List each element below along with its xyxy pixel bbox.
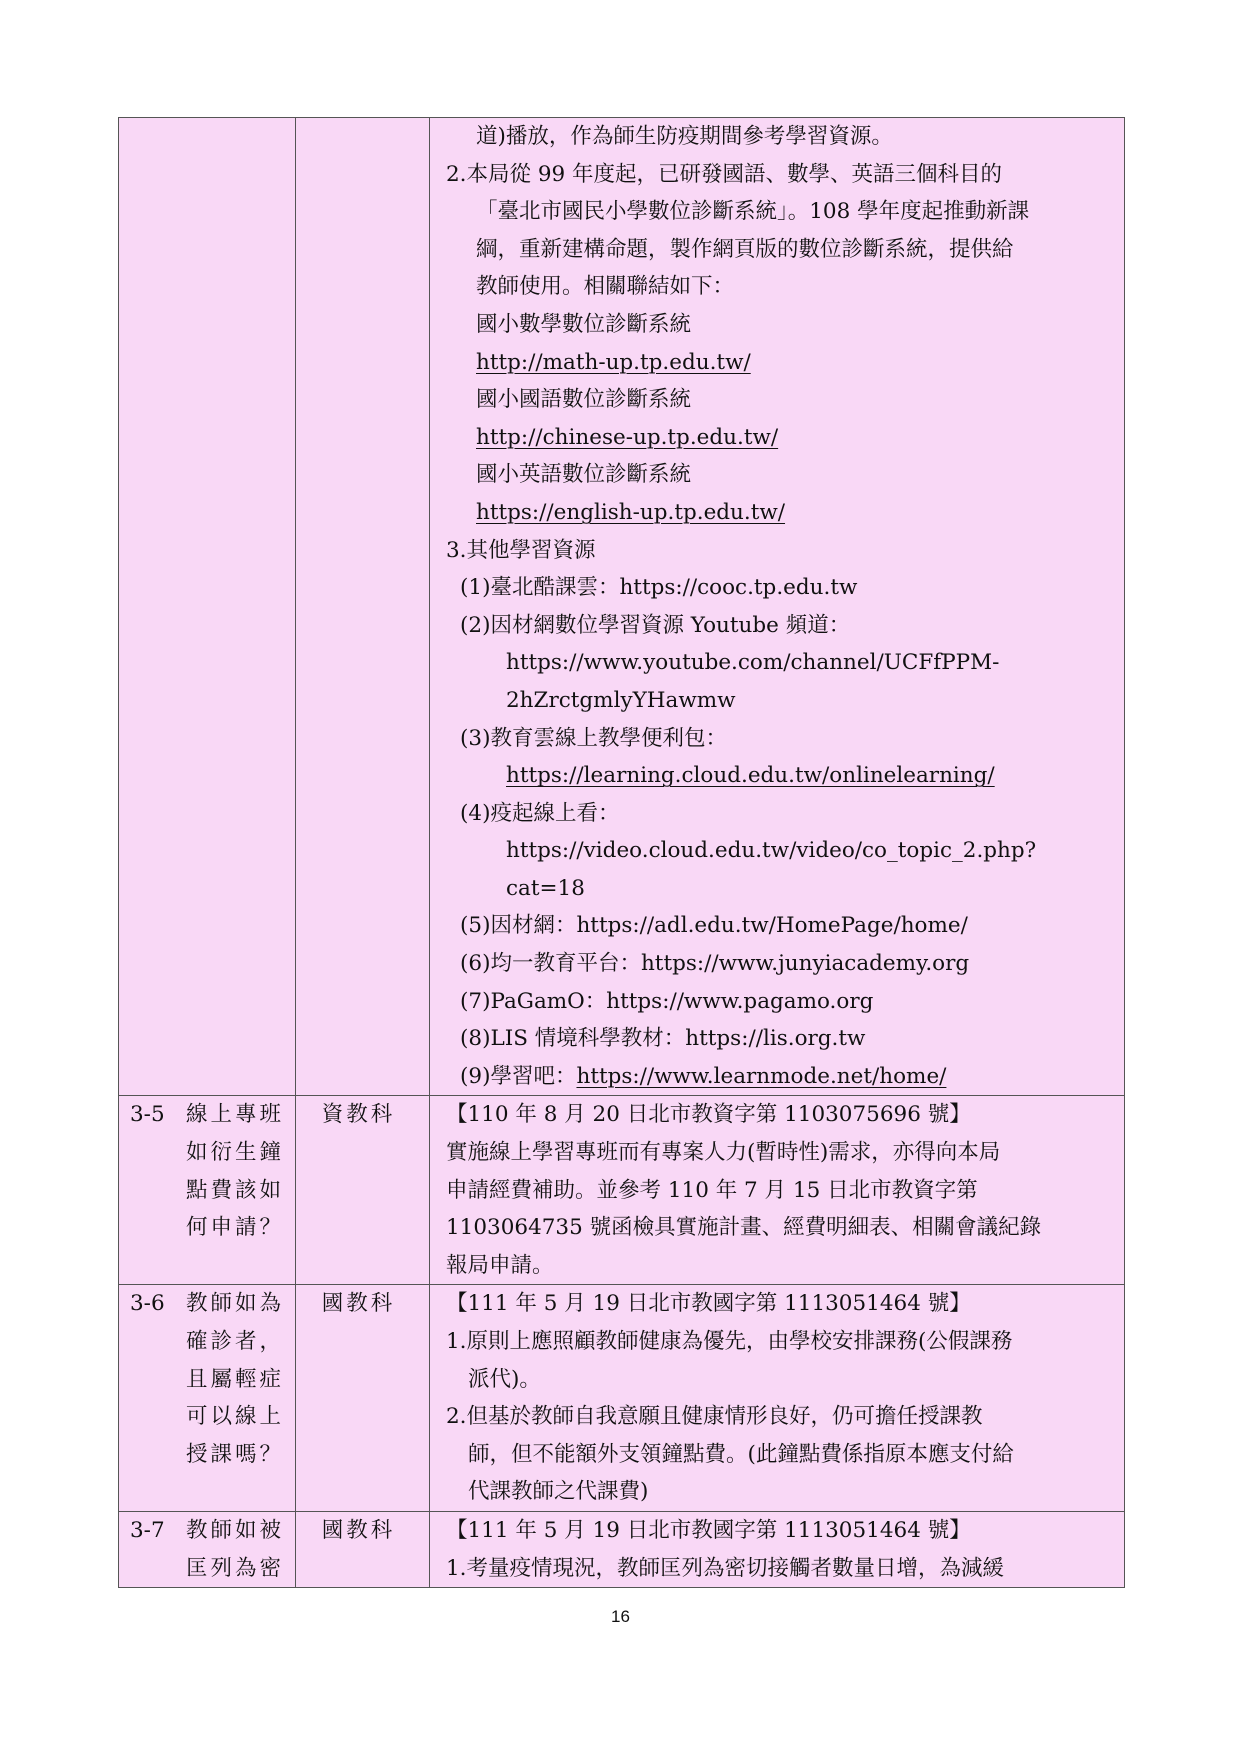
line-text: (3)教育雲線上教學便利包： [460, 725, 727, 751]
answer-line [430, 945, 1124, 983]
table-row-3-6 [119, 1285, 1125, 1512]
answer-line: 申請經費補助。並參考 110 年 7 月 15 日北市教資字第 [446, 1177, 978, 1203]
question-cell [119, 118, 296, 1096]
department-name: 資教科 [321, 1102, 396, 1128]
answer-line [430, 118, 1124, 156]
question-line: 點費該如 [186, 1177, 285, 1203]
answer-line [430, 1058, 1124, 1096]
answer-line: 師，但不能額外支領鐘點費。(此鐘點費係指原本應支付給 [468, 1441, 1014, 1467]
answer-cell [430, 1096, 1125, 1285]
answer-line [430, 193, 1124, 231]
question-line: 可以線上 [186, 1404, 285, 1430]
question-line: 何申請？ [186, 1215, 285, 1241]
question-line: 授課嗎？ [186, 1441, 285, 1467]
question [119, 1096, 295, 1246]
line-text: 3.其他學習資源 [446, 537, 596, 563]
answer-line [430, 644, 1124, 682]
line-text: 綱，重新建構命題，製作網頁版的數位診斷系統，提供給 [476, 236, 1014, 262]
question-line: 線上專班 [186, 1102, 285, 1128]
line-text: 國小英語數位診斷系統 [476, 462, 692, 488]
line-text: 國小數學數位診斷系統 [476, 311, 692, 337]
answer-line: 代課教師之代課費) [468, 1479, 649, 1505]
answer-line [430, 1020, 1124, 1058]
url-link[interactable]: https://english-up.tp.edu.tw/ [476, 499, 786, 525]
answer-line [430, 532, 1124, 570]
answer-line: 實施線上學習專班而有專案人力(暫時性)需求，亦得向本局 [446, 1140, 1001, 1166]
question-cell [119, 1096, 296, 1285]
answer-line: 1.考量疫情現況，教師匡列為密切接觸者數量日增，為減緩 [446, 1555, 1005, 1581]
line-text: 2hZrctgmlyYHawmw [506, 687, 736, 713]
answer-cell [430, 118, 1125, 1096]
question-cell [119, 1511, 296, 1587]
table-row-3-7 [119, 1511, 1125, 1587]
line-text: 教師使用。相關聯結如下： [476, 274, 735, 300]
url-link[interactable]: http://math-up.tp.edu.tw/ [476, 349, 751, 375]
question-line: 教師如被 [186, 1517, 285, 1543]
answer-line: 1103064735 號函檢具實施計畫、經費明細表、相關會議紀錄 [446, 1215, 1042, 1241]
question-text [186, 1096, 284, 1246]
answer-line: 2.但基於教師自我意願且健康情形良好，仍可擔任授課教 [446, 1404, 983, 1430]
question-line: 教師如為 [186, 1291, 285, 1317]
question-number: 3-7 [130, 1517, 165, 1543]
answer-line [430, 907, 1124, 945]
line-text: (1)臺北酷課雲：https://cooc.tp.edu.tw [460, 575, 858, 601]
line-text: https://www.youtube.com/channel/UCFfPPM- [506, 650, 1000, 676]
answer-line [430, 795, 1124, 833]
url-link[interactable]: http://chinese-up.tp.edu.tw/ [476, 424, 779, 450]
line-text: (5)因材網：https://adl.edu.tw/HomePage/home/ [460, 913, 968, 939]
answer-cell [430, 1285, 1125, 1512]
answer-line [430, 569, 1124, 607]
faq-table [118, 117, 1125, 1588]
dept-cell [296, 1511, 430, 1587]
page-number: 16 [611, 1607, 630, 1626]
question-line: 如衍生鐘 [186, 1140, 285, 1166]
line-text: https://video.cloud.edu.tw/video/co_topic_2.php? [506, 838, 1037, 864]
answer-line [430, 720, 1124, 758]
answer-line [430, 456, 1124, 494]
line-text: (2)因材網數位學習資源 Youtube 頻道： [460, 612, 851, 638]
dept-cell [296, 118, 430, 1096]
line-text: cat=18 [506, 875, 585, 901]
line-text: (6)均一教育平台：https://www.junyiacademy.org [460, 951, 970, 977]
url-link[interactable]: https://learning.cloud.edu.tw/onlinelearning/ [506, 763, 995, 789]
answer-line [430, 870, 1124, 908]
document-reference: 【110 年 8 月 20 日北市教資字第 1103075696 號】 [446, 1102, 971, 1128]
table-row-3-5 [119, 1096, 1125, 1285]
question-text [186, 1285, 284, 1473]
line-text: (8)LIS 情境科學教材：https://lis.org.tw [460, 1026, 866, 1052]
question-line: 且屬輕症 [186, 1366, 285, 1392]
answer-line [430, 381, 1124, 419]
question [119, 1285, 295, 1473]
link-chinese-diagnosis[interactable] [430, 419, 1124, 457]
line-text: 道)播放，作為師生防疫期間參考學習資源。 [476, 124, 893, 149]
answer-line: 派代)。 [468, 1366, 541, 1392]
question-text [186, 1512, 284, 1587]
answer-line: 報局申請。 [446, 1252, 554, 1278]
question-cell [119, 1285, 296, 1512]
question-number: 3-5 [130, 1102, 165, 1128]
answer-line [430, 983, 1124, 1021]
department-name: 國教科 [321, 1517, 396, 1543]
url-link-learnmode[interactable]: https://www.learnmode.net/home/ [576, 1063, 947, 1089]
answer-line [430, 156, 1124, 194]
answer-line: 1.原則上應照顧教師健康為優先，由學校安排課務(公假課務 [446, 1329, 1013, 1354]
line-text: (4)疫起線上看： [460, 800, 620, 826]
link-online-learning[interactable] [430, 757, 1124, 795]
answer-line [430, 682, 1124, 720]
document-reference: 【111 年 5 月 19 日北市教國字第 1113051464 號】 [446, 1291, 971, 1317]
answer-line [430, 268, 1124, 306]
question-number: 3-6 [130, 1291, 165, 1317]
question-line: 匡列為密 [186, 1555, 285, 1581]
answer-line [430, 832, 1124, 870]
table-row-continuation [119, 118, 1125, 1096]
question [119, 1512, 295, 1587]
link-math-diagnosis[interactable] [430, 344, 1124, 382]
answer-line [430, 306, 1124, 344]
line-text: 「臺北市國民小學數位診斷系統」。108 學年度起推動新課 [476, 199, 1030, 225]
line-text: (9)學習吧： [460, 1063, 577, 1089]
link-english-diagnosis[interactable] [430, 494, 1124, 532]
answer-line [430, 231, 1124, 269]
document-reference: 【111 年 5 月 19 日北市教國字第 1113051464 號】 [446, 1517, 971, 1543]
line-text: (7)PaGamO：https://www.pagamo.org [460, 988, 874, 1014]
answer-cell [430, 1511, 1125, 1587]
dept-cell [296, 1096, 430, 1285]
department-name: 國教科 [321, 1291, 396, 1317]
dept-cell [296, 1285, 430, 1512]
question-line: 確診者， [186, 1329, 285, 1354]
answer-line [430, 607, 1124, 645]
line-text: 國小國語數位診斷系統 [476, 387, 692, 413]
line-text: 2.本局從 99 年度起，已研發國語、數學、英語三個科目的 [446, 161, 1003, 187]
